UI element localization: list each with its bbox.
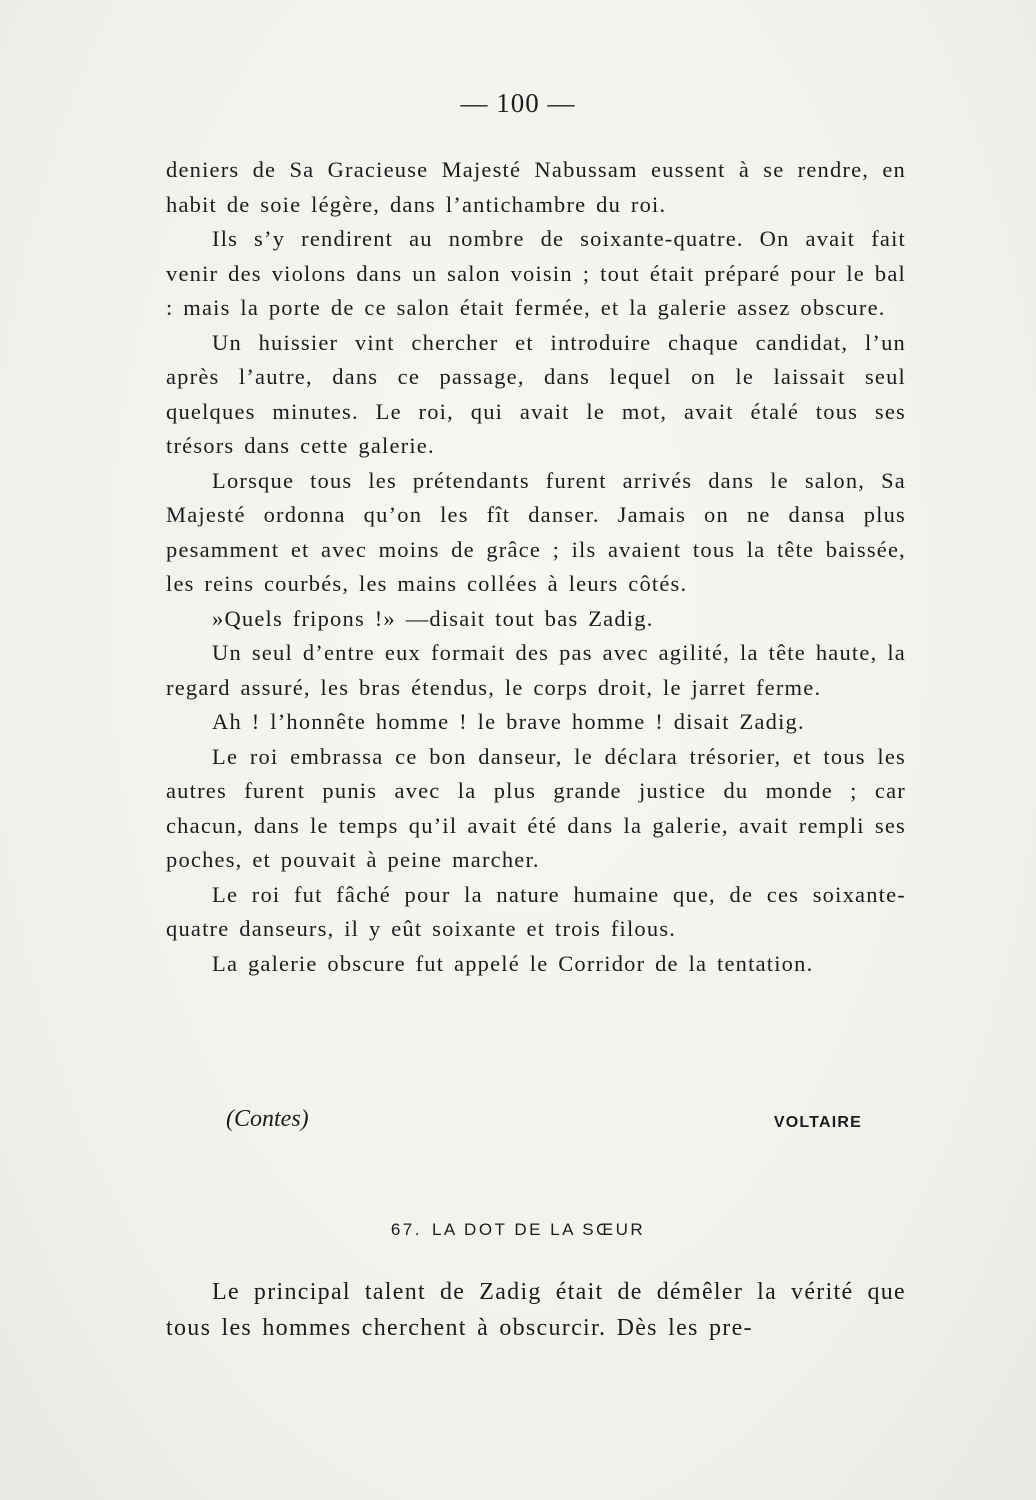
section-number: 67. — [390, 1220, 422, 1239]
author-name: VOLTAIRE — [773, 1114, 862, 1131]
paragraph-8: Le roi embrassa ce bon danseur, le déclara trésorier, et tous les autres furent punis avec la plus grande justice du monde ; car chacun, dans le temps qu’il avait été dans la galerie, avait rempli ses poches, et pouvait à peine marcher. — [166, 743, 906, 872]
zadig-excerpt-text — [166, 153, 906, 981]
paragraph-11: Le principal talent de Zadig était de démêler la vérité que tous les hommes cherchent à obscurcir. Dès les pre- — [166, 1279, 906, 1341]
section-title: LA DOT DE LA SŒUR — [431, 1220, 646, 1239]
page-number: — 100 — — [460, 88, 576, 118]
attribution-row — [226, 1106, 862, 1140]
source-title: (Contes) — [226, 1106, 309, 1132]
paragraph-6: Un seul d’entre eux formait des pas avec agilité, la tête haute, la regard assuré, les bras étendus, le corps droit, le jarret ferme. — [166, 640, 906, 700]
paragraph-10: La galerie obscure fut appelé le Corridor de la tentation. — [212, 950, 814, 976]
paragraph-7: Ah ! l’honnête homme ! le brave homme ! disait Zadig. — [212, 709, 805, 734]
paragraph-3: Un huissier vint chercher et introduire chaque candidat, l’un après l’autre, dans ce passage, dans lequel on le laissait seul quelques minutes. Le roi, qui avait le mot, avait étalé tous ses trésors dans cette galerie. — [166, 329, 906, 458]
section-heading — [0, 1220, 1036, 1240]
dot-de-la-soeur-text — [166, 1274, 906, 1346]
paragraph-5: »Quels fripons !» —disait tout bas Zadig. — [212, 605, 654, 631]
paragraph-1: deniers de Sa Gracieuse Majesté Nabussam eussent à se rendre, en habit de soie légère, dans l’antichambre du roi. — [166, 157, 906, 217]
paragraph-2: Ils s’y rendirent au nombre de soixante-quatre. On avait fait venir des violons dans un salon voisin ; tout était préparé pour le bal : mais la porte de ce salon était fermée, et la galerie assez obscure. — [166, 226, 906, 320]
paragraph-9: Le roi fut fâché pour la nature humaine que, de ces soixante-quatre danseurs, il y eût soixante et trois filous. — [166, 881, 906, 941]
paragraph-4: Lorsque tous les prétendants furent arrivés dans le salon, Sa Majesté ordonna qu’on les fît danser. Jamais on ne dansa plus pesamment et avec moins de grâce ; ils avaient tous la tête baissée, les reins courbés, les mains collées à leurs côtés. — [166, 467, 906, 596]
